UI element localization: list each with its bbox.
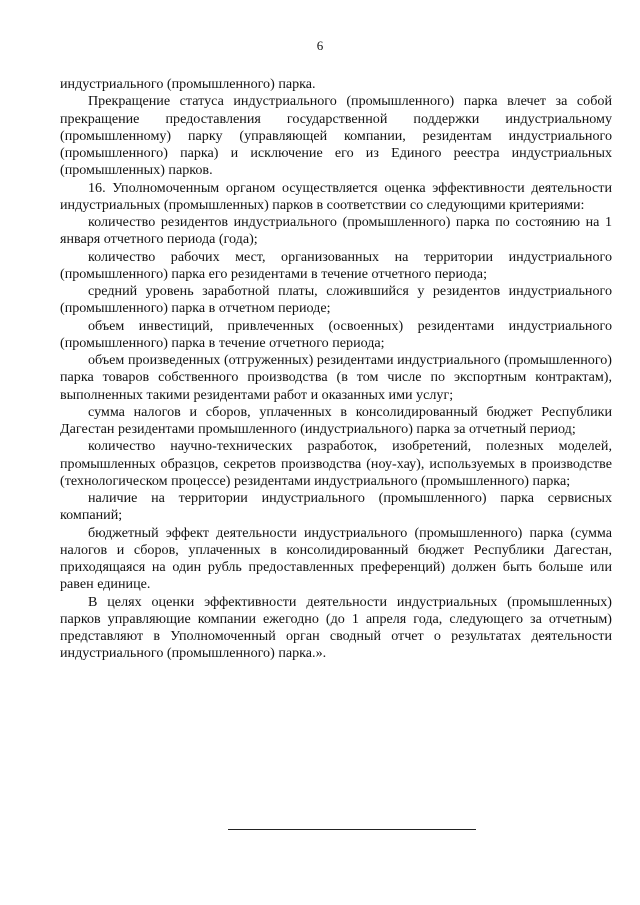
paragraph-continuation: индустриального (промышленного) парка. xyxy=(60,76,316,92)
page-number: 6 xyxy=(316,38,324,53)
criterion-budget-effect: бюджетный эффект деятельности индустриального (промышленного) парка (сумма налогов и сборов, уплаченных в консолидированный бюджет Республики Дагестан, приходящаяся на один рубль предоставленных преференций) должен быть больше или равен единице. xyxy=(60,524,612,593)
criterion-investment-volume: объем инвестиций, привлеченных (освоенных) резидентами индустриального (промышленного) парка в течение отчетного периода; xyxy=(60,317,612,351)
criterion-production-volume: объем произведенных (отгруженных) резидентами индустриального (промышленного) парка товаров собственного производства (в том числе по экспортным контрактам), выполненных такими резидентами работ и оказанных ими услуг; xyxy=(60,352,612,403)
paragraph-section-16: 16. Уполномоченным органом осуществляется оценка эффективности деятельности индустриальных (промышленных) парков в соответствии со следующими критериями: xyxy=(60,179,612,213)
criterion-jobs-count: количество рабочих мест, организованных на территории индустриального (промышленного) парка его резидентами в течение отчетного периода; xyxy=(60,248,612,282)
paragraph-annual-report: В целях оценки эффективности деятельности индустриальных (промышленных) парков управляющие компании ежегодно (до 1 апреля года, следующего за отчетным) представляют в Уполномоченный орган сводный отчет о результатах деятельности индустриального (промышленного) парка.». xyxy=(60,593,612,662)
paragraph-status-termination: Прекращение статуса индустриального (промышленного) парка влечет за собой прекращение предоставления государственной поддержки индустриальному (промышленному) парку (управляющей компании, резидентам индустриального (промышленного) парка) и исключение его из Единого реестра индустриальных (промышленных) парков. xyxy=(60,93,612,179)
criterion-rnd-count: количество научно-технических разработок, изобретений, полезных моделей, промышленных образцов, секретов производства (ноу-хау), используемых в производстве (технологическом процессе) резидентами индустриального (промышленного) парка; xyxy=(60,438,612,489)
end-of-document-line xyxy=(228,829,476,830)
criterion-service-companies: наличие на территории индустриального (промышленного) парка сервисных компаний; xyxy=(60,490,612,524)
document-body xyxy=(60,76,612,663)
criterion-taxes-paid: сумма налогов и сборов, уплаченных в консолидированный бюджет Республики Дагестан резидентами промышленного (индустриального) парка за отчетный период; xyxy=(60,403,612,437)
criterion-average-salary: средний уровень заработной платы, сложившийся у резидентов индустриального (промышленного) парка в отчетном периоде; xyxy=(60,283,612,317)
criterion-residents-count: количество резидентов индустриального (промышленного) парка по состоянию на 1 января отчетного периода (года); xyxy=(60,214,612,248)
